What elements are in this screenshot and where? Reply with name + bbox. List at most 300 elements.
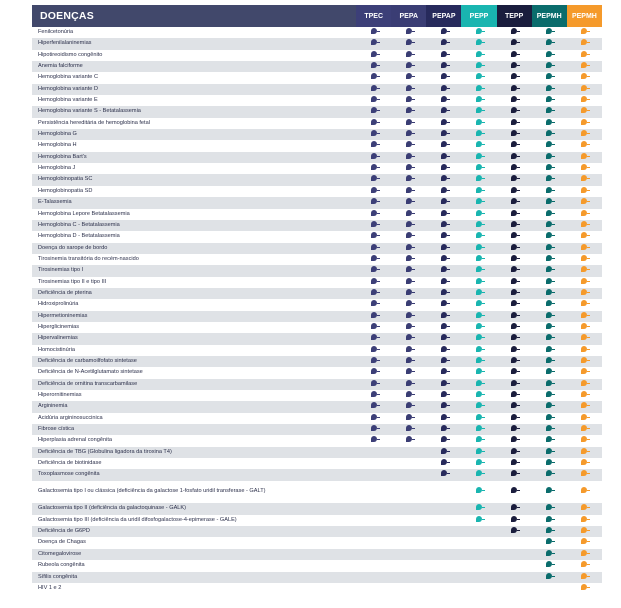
coverage-cell — [391, 72, 426, 83]
coverage-cell — [391, 265, 426, 276]
coverage-cell — [356, 27, 391, 38]
coverage-check-icon — [546, 414, 552, 420]
coverage-check-icon — [441, 402, 447, 408]
coverage-cell — [391, 481, 426, 504]
coverage-cell — [497, 118, 532, 129]
coverage-cell — [532, 288, 567, 299]
coverage-check-icon — [546, 504, 552, 510]
coverage-check-icon — [371, 278, 377, 284]
coverage-cell — [532, 356, 567, 367]
coverage-cell — [426, 174, 461, 185]
coverage-check-icon — [546, 391, 552, 397]
coverage-cell — [391, 152, 426, 163]
coverage-cell — [461, 243, 496, 254]
coverage-check-icon — [441, 346, 447, 352]
coverage-check-icon — [546, 85, 552, 91]
coverage-cell — [497, 72, 532, 83]
coverage-check-icon — [546, 266, 552, 272]
coverage-check-icon — [371, 289, 377, 295]
coverage-check-icon — [371, 414, 377, 420]
coverage-check-icon — [546, 141, 552, 147]
coverage-check-icon — [476, 323, 482, 329]
coverage-check-icon — [371, 28, 377, 34]
coverage-cell — [391, 401, 426, 412]
coverage-cell — [567, 277, 602, 288]
coverage-check-icon — [441, 244, 447, 250]
coverage-cell — [532, 515, 567, 526]
coverage-check-icon — [441, 266, 447, 272]
coverage-check-icon — [441, 436, 447, 442]
coverage-check-icon — [476, 459, 482, 465]
coverage-cell — [391, 526, 426, 537]
coverage-check-icon — [371, 391, 377, 397]
coverage-cell — [426, 572, 461, 583]
coverage-cell — [356, 118, 391, 129]
coverage-check-icon — [581, 141, 587, 147]
coverage-cell — [497, 413, 532, 424]
coverage-cell — [356, 231, 391, 242]
coverage-check-icon — [441, 73, 447, 79]
coverage-check-icon — [441, 28, 447, 34]
table-row — [32, 84, 602, 95]
coverage-cell — [497, 311, 532, 322]
coverage-check-icon — [406, 96, 412, 102]
coverage-cell — [532, 152, 567, 163]
coverage-cell — [461, 526, 496, 537]
coverage-cell — [532, 277, 567, 288]
table-row — [32, 345, 602, 356]
coverage-check-icon — [476, 96, 482, 102]
coverage-cell — [461, 390, 496, 401]
coverage-cell — [567, 140, 602, 151]
coverage-cell — [461, 458, 496, 469]
table-row — [32, 299, 602, 310]
coverage-check-icon — [441, 141, 447, 147]
coverage-check-icon — [476, 119, 482, 125]
coverage-cell — [356, 243, 391, 254]
coverage-check-icon — [371, 425, 377, 431]
coverage-cell — [532, 447, 567, 458]
coverage-check-icon — [441, 425, 447, 431]
coverage-check-icon — [581, 312, 587, 318]
coverage-check-icon — [406, 73, 412, 79]
table-row — [32, 61, 602, 72]
coverage-check-icon — [581, 516, 587, 522]
table-row — [32, 311, 602, 322]
coverage-check-icon — [406, 210, 412, 216]
coverage-cell — [426, 265, 461, 276]
coverage-cell — [461, 288, 496, 299]
coverage-cell — [356, 129, 391, 140]
coverage-check-icon — [581, 300, 587, 306]
coverage-cell — [426, 458, 461, 469]
coverage-check-icon — [371, 198, 377, 204]
coverage-cell — [426, 27, 461, 38]
coverage-cell — [567, 333, 602, 344]
disease-name: Hemoglobina Lepore Betatalassemia — [32, 209, 356, 220]
disease-name: Hipotireoidismo congênito — [32, 50, 356, 61]
table-header-row — [32, 5, 602, 27]
coverage-cell — [497, 186, 532, 197]
coverage-check-icon — [511, 448, 517, 454]
coverage-check-icon — [441, 357, 447, 363]
coverage-check-icon — [581, 425, 587, 431]
coverage-cell — [356, 333, 391, 344]
coverage-cell — [461, 515, 496, 526]
coverage-cell — [497, 50, 532, 61]
coverage-check-icon — [441, 96, 447, 102]
disease-name: Deficiência de pterina — [32, 288, 356, 299]
coverage-check-icon — [406, 368, 412, 374]
coverage-cell — [532, 322, 567, 333]
coverage-check-icon — [581, 436, 587, 442]
coverage-check-icon — [406, 334, 412, 340]
coverage-check-icon — [511, 85, 517, 91]
coverage-check-icon — [371, 380, 377, 386]
coverage-check-icon — [476, 210, 482, 216]
table-row — [32, 254, 602, 265]
coverage-check-icon — [546, 368, 552, 374]
coverage-cell — [426, 379, 461, 390]
coverage-check-icon — [511, 221, 517, 227]
coverage-check-icon — [406, 244, 412, 250]
table-row — [32, 163, 602, 174]
coverage-cell — [356, 50, 391, 61]
coverage-cell — [497, 299, 532, 310]
coverage-cell — [426, 583, 461, 594]
coverage-cell — [356, 572, 391, 583]
coverage-cell — [391, 537, 426, 548]
coverage-cell — [461, 95, 496, 106]
coverage-cell — [426, 106, 461, 117]
coverage-check-icon — [476, 357, 482, 363]
coverage-cell — [532, 50, 567, 61]
coverage-cell — [567, 379, 602, 390]
coverage-check-icon — [476, 334, 482, 340]
table-row — [32, 50, 602, 61]
coverage-cell — [391, 345, 426, 356]
coverage-cell — [532, 537, 567, 548]
coverage-cell — [426, 447, 461, 458]
disease-name: E-Talassemia — [32, 197, 356, 208]
coverage-check-icon — [406, 357, 412, 363]
coverage-check-icon — [441, 107, 447, 113]
coverage-cell — [532, 413, 567, 424]
coverage-cell — [426, 84, 461, 95]
table-row — [32, 379, 602, 390]
coverage-check-icon — [371, 96, 377, 102]
disease-name: Acidúria argininosuccinica — [32, 413, 356, 424]
coverage-cell — [356, 356, 391, 367]
coverage-cell — [391, 288, 426, 299]
coverage-cell — [567, 424, 602, 435]
disease-name: Hemoglobina variante S - Betatalassemia — [32, 106, 356, 117]
coverage-check-icon — [476, 278, 482, 284]
coverage-cell — [567, 118, 602, 129]
disease-name: Galactosemia tipo II (deficiência da galactoquinase - GALK) — [32, 503, 356, 514]
coverage-check-icon — [441, 119, 447, 125]
coverage-check-icon — [441, 414, 447, 420]
coverage-check-icon — [581, 221, 587, 227]
coverage-check-icon — [476, 368, 482, 374]
coverage-cell — [567, 254, 602, 265]
coverage-check-icon — [546, 39, 552, 45]
coverage-check-icon — [511, 175, 517, 181]
coverage-check-icon — [476, 85, 482, 91]
coverage-cell — [391, 572, 426, 583]
disease-name: Persistência hereditária de hemoglobina fetal — [32, 118, 356, 129]
coverage-check-icon — [441, 380, 447, 386]
coverage-check-icon — [511, 255, 517, 261]
coverage-check-icon — [546, 73, 552, 79]
coverage-cell — [497, 129, 532, 140]
coverage-check-icon — [546, 459, 552, 465]
coverage-cell — [497, 458, 532, 469]
coverage-check-icon — [476, 402, 482, 408]
coverage-cell — [461, 61, 496, 72]
coverage-check-icon — [371, 368, 377, 374]
table-row — [32, 95, 602, 106]
coverage-cell — [461, 265, 496, 276]
coverage-check-icon — [581, 504, 587, 510]
coverage-cell — [497, 503, 532, 514]
coverage-check-icon — [511, 516, 517, 522]
coverage-cell — [391, 356, 426, 367]
coverage-cell — [391, 583, 426, 594]
coverage-cell — [497, 537, 532, 548]
coverage-cell — [426, 333, 461, 344]
table-row — [32, 27, 602, 38]
coverage-check-icon — [371, 312, 377, 318]
coverage-cell — [567, 50, 602, 61]
coverage-cell — [567, 129, 602, 140]
coverage-cell — [461, 583, 496, 594]
coverage-cell — [461, 129, 496, 140]
coverage-check-icon — [581, 584, 587, 590]
diseases-table-container — [32, 5, 602, 594]
coverage-cell — [356, 140, 391, 151]
table-row — [32, 38, 602, 49]
coverage-cell — [391, 27, 426, 38]
coverage-cell — [426, 186, 461, 197]
coverage-check-icon — [511, 153, 517, 159]
table-row — [32, 186, 602, 197]
coverage-cell — [356, 390, 391, 401]
coverage-cell — [391, 254, 426, 265]
table-row — [32, 447, 602, 458]
coverage-cell — [391, 367, 426, 378]
coverage-check-icon — [546, 255, 552, 261]
coverage-check-icon — [511, 187, 517, 193]
coverage-check-icon — [581, 62, 587, 68]
coverage-cell — [497, 243, 532, 254]
coverage-check-icon — [511, 470, 517, 476]
coverage-cell — [426, 140, 461, 151]
coverage-check-icon — [581, 368, 587, 374]
coverage-check-icon — [406, 323, 412, 329]
coverage-check-icon — [371, 300, 377, 306]
coverage-check-icon — [581, 380, 587, 386]
coverage-check-icon — [406, 414, 412, 420]
coverage-check-icon — [441, 312, 447, 318]
coverage-cell — [532, 84, 567, 95]
coverage-cell — [532, 549, 567, 560]
coverage-check-icon — [581, 232, 587, 238]
disease-name: Hipermetioninemias — [32, 311, 356, 322]
coverage-check-icon — [476, 487, 482, 493]
coverage-check-icon — [476, 380, 482, 386]
coverage-check-icon — [581, 175, 587, 181]
coverage-cell — [426, 469, 461, 480]
coverage-cell — [356, 38, 391, 49]
coverage-check-icon — [511, 312, 517, 318]
coverage-cell — [567, 356, 602, 367]
coverage-cell — [461, 560, 496, 571]
coverage-check-icon — [441, 459, 447, 465]
coverage-check-icon — [546, 323, 552, 329]
coverage-cell — [461, 209, 496, 220]
disease-name: Deficiência de carbamoilfofato sintetase — [32, 356, 356, 367]
coverage-cell — [532, 95, 567, 106]
coverage-cell — [461, 549, 496, 560]
coverage-check-icon — [511, 232, 517, 238]
coverage-cell — [391, 515, 426, 526]
coverage-cell — [532, 311, 567, 322]
coverage-cell — [461, 197, 496, 208]
coverage-check-icon — [511, 289, 517, 295]
coverage-cell — [391, 174, 426, 185]
coverage-check-icon — [476, 504, 482, 510]
coverage-check-icon — [511, 164, 517, 170]
disease-name: Argininemia — [32, 401, 356, 412]
coverage-cell — [567, 515, 602, 526]
coverage-cell — [426, 152, 461, 163]
disease-name: Hiperornitinemias — [32, 390, 356, 401]
disease-name: Toxoplasmose congênita — [32, 469, 356, 480]
disease-name: Sífilis congênita — [32, 572, 356, 583]
coverage-check-icon — [546, 210, 552, 216]
coverage-cell — [356, 61, 391, 72]
coverage-cell — [391, 186, 426, 197]
coverage-check-icon — [441, 278, 447, 284]
table-row — [32, 118, 602, 129]
coverage-check-icon — [546, 402, 552, 408]
coverage-cell — [461, 356, 496, 367]
coverage-check-icon — [406, 28, 412, 34]
coverage-check-icon — [581, 164, 587, 170]
coverage-cell — [497, 401, 532, 412]
coverage-cell — [356, 277, 391, 288]
table-row — [32, 231, 602, 242]
coverage-cell — [461, 152, 496, 163]
coverage-cell — [426, 129, 461, 140]
coverage-cell — [426, 560, 461, 571]
col-header-pepp: PEPP — [461, 5, 496, 27]
coverage-cell — [497, 481, 532, 504]
coverage-check-icon — [546, 244, 552, 250]
coverage-cell — [426, 118, 461, 129]
coverage-check-icon — [406, 232, 412, 238]
coverage-cell — [356, 469, 391, 480]
coverage-cell — [426, 367, 461, 378]
coverage-cell — [426, 163, 461, 174]
coverage-check-icon — [406, 175, 412, 181]
coverage-check-icon — [406, 107, 412, 113]
coverage-check-icon — [511, 527, 517, 533]
coverage-cell — [497, 333, 532, 344]
coverage-check-icon — [406, 300, 412, 306]
coverage-check-icon — [581, 346, 587, 352]
coverage-cell — [497, 277, 532, 288]
coverage-cell — [461, 333, 496, 344]
disease-name: Anemia falciforme — [32, 61, 356, 72]
coverage-check-icon — [371, 119, 377, 125]
coverage-check-icon — [441, 153, 447, 159]
coverage-check-icon — [511, 487, 517, 493]
disease-name: Galactosemia tipo III (deficiência da uridil difosfogalactose-4-epimerase - GALE) — [32, 515, 356, 526]
coverage-cell — [461, 106, 496, 117]
coverage-cell — [391, 61, 426, 72]
coverage-check-icon — [546, 96, 552, 102]
coverage-cell — [426, 526, 461, 537]
coverage-check-icon — [441, 300, 447, 306]
coverage-check-icon — [476, 221, 482, 227]
coverage-cell — [356, 526, 391, 537]
disease-name: Tirosinemia transitória do recém-nascido — [32, 254, 356, 265]
coverage-check-icon — [546, 312, 552, 318]
coverage-cell — [461, 118, 496, 129]
coverage-check-icon — [511, 323, 517, 329]
coverage-check-icon — [511, 357, 517, 363]
table-row — [32, 333, 602, 344]
coverage-cell — [391, 424, 426, 435]
coverage-cell — [497, 174, 532, 185]
coverage-check-icon — [476, 289, 482, 295]
coverage-cell — [356, 458, 391, 469]
coverage-check-icon — [546, 487, 552, 493]
table-row — [32, 401, 602, 412]
coverage-check-icon — [476, 107, 482, 113]
disease-name: Deficiência de N-Acetilglutamato sintetase — [32, 367, 356, 378]
coverage-cell — [567, 458, 602, 469]
coverage-check-icon — [581, 119, 587, 125]
disease-name: HIV 1 e 2 — [32, 583, 356, 594]
coverage-check-icon — [511, 504, 517, 510]
coverage-check-icon — [511, 39, 517, 45]
coverage-cell — [461, 572, 496, 583]
coverage-cell — [391, 38, 426, 49]
coverage-check-icon — [371, 153, 377, 159]
coverage-cell — [426, 413, 461, 424]
coverage-cell — [497, 231, 532, 242]
table-row — [32, 322, 602, 333]
coverage-cell — [426, 72, 461, 83]
coverage-cell — [426, 50, 461, 61]
coverage-check-icon — [476, 391, 482, 397]
coverage-check-icon — [476, 130, 482, 136]
coverage-check-icon — [476, 255, 482, 261]
coverage-check-icon — [546, 119, 552, 125]
disease-name: Citomegalovirose — [32, 549, 356, 560]
coverage-check-icon — [441, 130, 447, 136]
coverage-check-icon — [546, 221, 552, 227]
coverage-check-icon — [581, 266, 587, 272]
coverage-check-icon — [406, 62, 412, 68]
coverage-cell — [391, 197, 426, 208]
coverage-check-icon — [511, 402, 517, 408]
coverage-cell — [426, 311, 461, 322]
coverage-check-icon — [406, 346, 412, 352]
